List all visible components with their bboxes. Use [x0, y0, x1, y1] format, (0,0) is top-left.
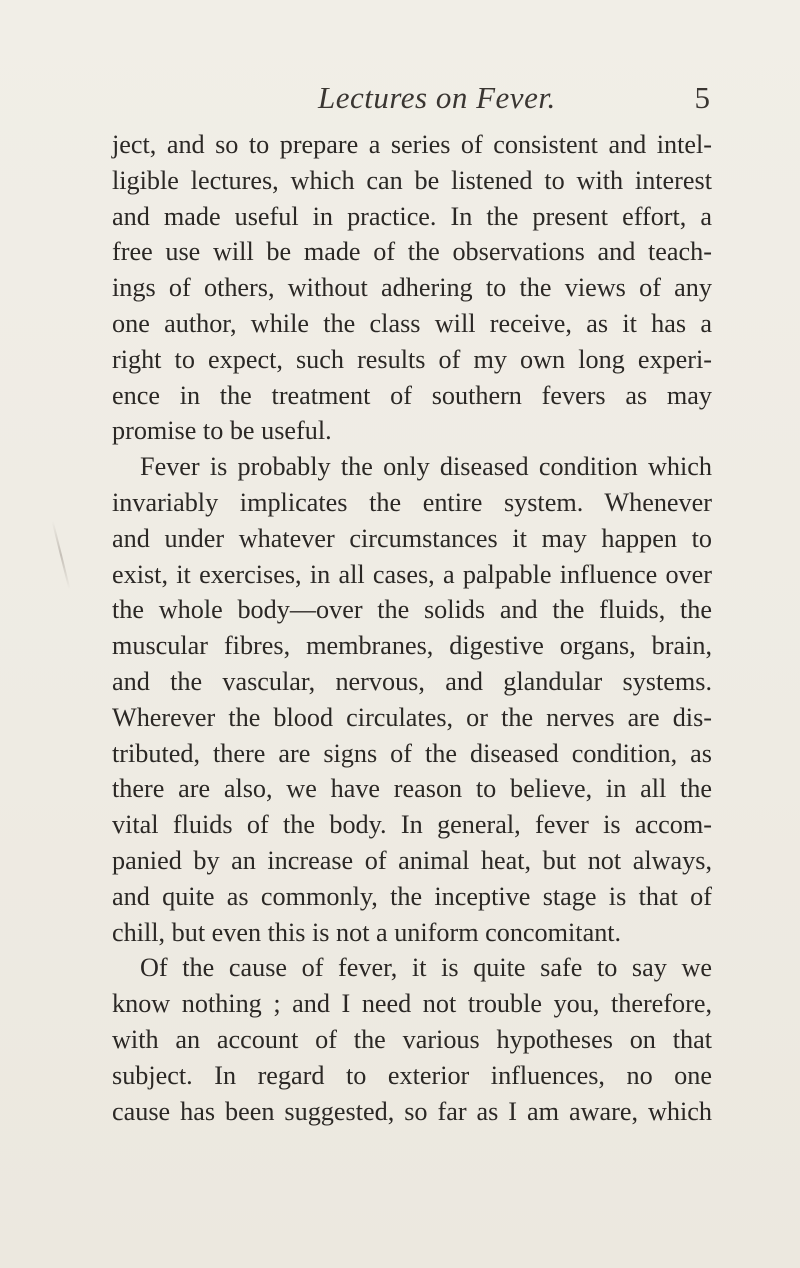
- text-line: right to expect, such results of my own long experi-: [112, 344, 712, 374]
- text-line: there are also, we have reason to believe, in all the: [112, 774, 712, 804]
- text-line: ject, and so to prepare a series of consistent and intel-: [112, 130, 712, 159]
- text-line: ence in the treatment of southern fevers as may: [112, 380, 712, 410]
- text-line: with an account of the various hypotheses on that: [112, 1024, 712, 1054]
- text-line: panied by an increase of animal heat, but not always,: [112, 845, 712, 875]
- text-line: tributed, there are signs of the diseased condition, as: [112, 738, 712, 768]
- body-text: [112, 127, 712, 1129]
- text-line: ligible lectures, which can be listened to with interest: [112, 165, 712, 195]
- text-line: Of the cause of fever, it is quite safe to say we: [140, 953, 712, 983]
- text-line: know nothing ; and I need not trouble you, therefore,: [112, 989, 712, 1019]
- text-line: and made useful in practice. In the present effort, a: [112, 201, 712, 231]
- page-number: 5: [694, 80, 710, 115]
- running-title: Lectures on Fever.: [318, 80, 556, 115]
- text-line: Fever is probably the only diseased condition which: [140, 452, 712, 482]
- text-line: and quite as commonly, the inceptive stage is that of: [112, 881, 712, 911]
- running-head: [110, 80, 710, 120]
- text-line: invariably implicates the entire system. Whenever: [112, 487, 712, 517]
- text-line: exist, it exercises, in all cases, a palpable influence over: [112, 559, 712, 589]
- margin-smudge: [52, 521, 71, 589]
- text-line: free use will be made of the observations and teach-: [112, 237, 712, 267]
- text-line: the whole body—over the solids and the fluids, the: [112, 595, 712, 625]
- text-line: and the vascular, nervous, and glandular systems.: [112, 666, 712, 696]
- text-line: subject. In regard to exterior influences, no one: [112, 1060, 712, 1090]
- text-line: vital fluids of the body. In general, fever is accom-: [112, 810, 712, 840]
- text-line: cause has been suggested, so far as I am aware, which: [112, 1096, 712, 1126]
- text-line: muscular fibres, membranes, digestive organs, brain,: [112, 631, 712, 661]
- text-line: Wherever the blood circulates, or the nerves are dis-: [112, 702, 712, 732]
- text-line: ings of others, without adhering to the views of any: [112, 273, 712, 303]
- text-line: promise to be useful.: [112, 416, 332, 446]
- text-line: chill, but even this is not a uniform concomitant.: [112, 917, 622, 947]
- text-line: and under whatever circumstances it may happen to: [112, 523, 712, 553]
- text-line: one author, while the class will receive, as it has a: [112, 308, 712, 338]
